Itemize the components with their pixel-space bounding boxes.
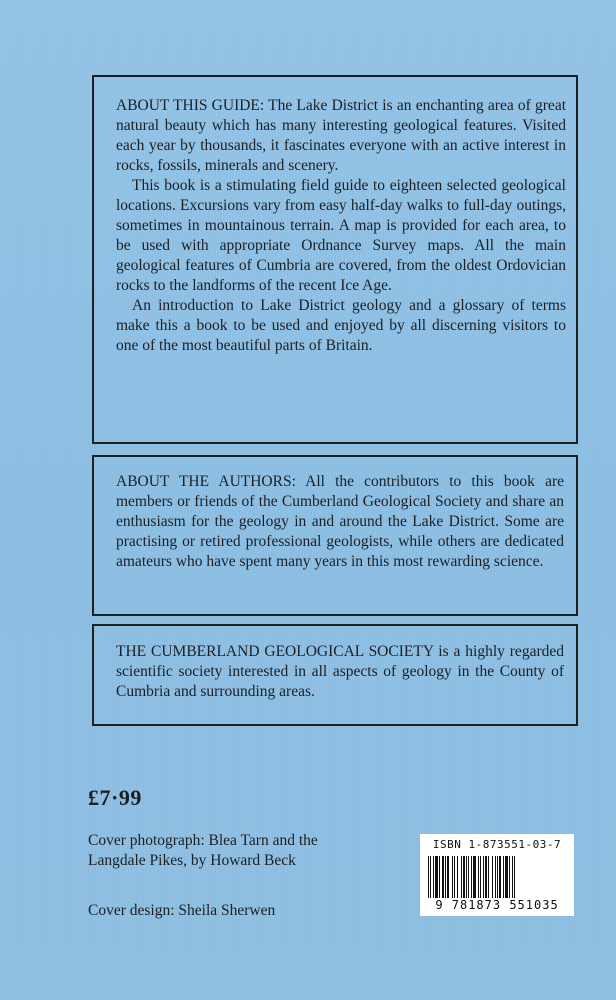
barcode-number: 9 781873 551035	[435, 898, 559, 912]
about-guide-box	[92, 75, 578, 444]
about-authors-box	[92, 455, 578, 616]
barcode-panel	[420, 834, 574, 916]
about-guide-paragraph-3: An introduction to Lake District geology and a glossary of terms make this a book to be used and enjoyed by all discerning visitors to one of the most beautiful parts of Britain.	[116, 297, 566, 354]
society-paragraph: THE CUMBERLAND GEOLOGICAL SOCIETY is a highly regarded scientific society interested in all aspects of geology in the County of Cumbria and surrounding areas.	[116, 643, 564, 700]
cover-photo-credit: Cover photograph: Blea Tarn and the Langdale Pikes, by Howard Beck	[88, 832, 318, 869]
cover-design-credit: Cover design: Sheila Sherwen	[88, 902, 276, 919]
isbn-label: ISBN 1-873551-03-7	[432, 838, 562, 851]
about-authors-paragraph: ABOUT THE AUTHORS: All the contributors to this book are members or friends of the Cumberland Geological Society and share an enthusiasm for the geology in and around the Lake District. Some are practising or retired professional geologists, while others are dedicated amateurs who have spent many years in this most rewarding science.	[116, 473, 564, 570]
society-box	[92, 624, 578, 726]
about-guide-paragraph-1: ABOUT THIS GUIDE: The Lake District is an enchanting area of great natural beauty which has many interesting geological features. Visited each year by thousands, it fascinates everyone with an active interest in rocks, fossils, minerals and scenery.	[116, 97, 566, 174]
about-guide-paragraph-2: This book is a stimulating field guide to eighteen selected geological locations. Excursions vary from easy half-day walks to full-day outings, sometimes in mountainous terrain. A map is provided for each area, to be used with appropriate Ordnance Survey maps. All the main geological features of Cumbria are covered, from the oldest Ordovician rocks to the landforms of the recent Ice Age.	[116, 177, 566, 294]
barcode-icon	[426, 856, 568, 898]
price-label: £7·99	[88, 785, 142, 810]
